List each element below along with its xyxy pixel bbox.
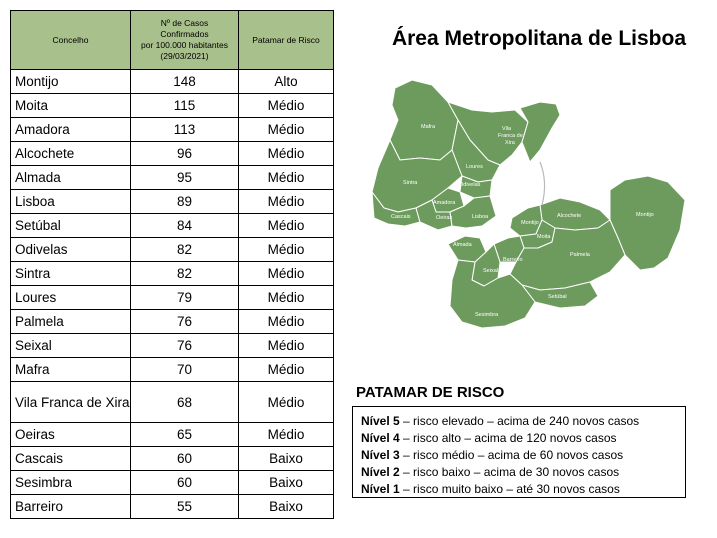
table-row [11, 334, 334, 358]
label-loures: Loures [466, 164, 483, 170]
cases-cell: 115 [131, 94, 239, 118]
legend-level: Nível 1 [361, 482, 400, 496]
label-palmela: Palmela [570, 252, 590, 258]
risk-cell: Médio [239, 358, 334, 382]
label-vfx: Vila [502, 126, 512, 132]
risk-cell: Médio [239, 166, 334, 190]
table-row [11, 310, 334, 334]
legend-item [361, 447, 685, 464]
municipality-cell: Oeiras [11, 423, 131, 447]
header-cases-line: Confirmados [160, 29, 209, 39]
header-cases-line: (29/03/2021) [160, 51, 209, 61]
cases-cell: 60 [131, 471, 239, 495]
risk-cell: Médio [239, 142, 334, 166]
legend-text: – risco muito baixo – até 30 novos casos [399, 482, 620, 496]
municipality-cell: Alcochete [11, 142, 131, 166]
table-row [11, 358, 334, 382]
cases-cell: 60 [131, 447, 239, 471]
municipality-cell: Montijo [11, 70, 131, 94]
header-risk: Patamar de Risco [239, 11, 334, 70]
river-crossing [540, 162, 545, 205]
table-row [11, 262, 334, 286]
cases-cell: 82 [131, 262, 239, 286]
table-row [11, 495, 334, 519]
cases-cell: 95 [131, 166, 239, 190]
table-row [11, 238, 334, 262]
cases-cell: 70 [131, 358, 239, 382]
table-row [11, 423, 334, 447]
label-moita: Moita [537, 234, 551, 240]
label-amadora: Amadora [433, 200, 456, 206]
header-municipality: Concelho [11, 11, 131, 70]
legend-text: – risco elevado – acima de 240 novos casos [399, 414, 640, 428]
label-montijo-west: Montijo [521, 220, 539, 226]
risk-cell: Baixo [239, 471, 334, 495]
table-row [11, 70, 334, 94]
legend-item [361, 481, 685, 498]
label-lisboa: Lisboa [472, 214, 489, 220]
risk-cell: Médio [239, 214, 334, 238]
risk-cell: Médio [239, 382, 334, 423]
cases-cell: 79 [131, 286, 239, 310]
cases-cell: 96 [131, 142, 239, 166]
label-mafra: Mafra [421, 124, 436, 130]
cases-cell: 68 [131, 382, 239, 423]
risk-cell: Médio [239, 334, 334, 358]
label-vfx: Xira [505, 140, 515, 146]
municipality-cell: Mafra [11, 358, 131, 382]
label-cascais: Cascais [391, 214, 411, 220]
legend-level: Nível 2 [361, 465, 400, 479]
header-cases-line: Nº de Casos [160, 18, 209, 28]
label-seixal: Seixal [483, 268, 498, 274]
risk-cell: Médio [239, 190, 334, 214]
legend-text: – risco alto – acima de 120 novos casos [399, 431, 617, 445]
risk-cell: Médio [239, 310, 334, 334]
legend-item [361, 430, 685, 447]
risk-cell: Médio [239, 94, 334, 118]
cases-cell: 55 [131, 495, 239, 519]
label-barreiro: Barreiro [503, 257, 523, 263]
risk-cell: Baixo [239, 495, 334, 519]
municipality-cell: Odivelas [11, 238, 131, 262]
table-header-row [11, 11, 334, 70]
label-oeiras: Oeiras [436, 215, 453, 221]
risk-cell: Médio [239, 262, 334, 286]
legend-level: Nível 3 [361, 448, 400, 462]
municipality-cell: Seixal [11, 334, 131, 358]
municipality-cell: Vila Franca de Xira [11, 382, 131, 423]
legend-text: – risco médio – acima de 60 novos casos [399, 448, 624, 462]
cases-cell: 65 [131, 423, 239, 447]
municipality-cell: Setúbal [11, 214, 131, 238]
table-row [11, 142, 334, 166]
legend-level: Nível 5 [361, 414, 400, 428]
municipality-cell: Loures [11, 286, 131, 310]
region-vfx-north [520, 102, 560, 162]
cases-cell: 148 [131, 70, 239, 94]
legend-item [361, 413, 685, 430]
risk-cell: Médio [239, 118, 334, 142]
risk-cell: Baixo [239, 447, 334, 471]
label-odivelas: Odivelas [459, 182, 481, 188]
table-row [11, 214, 334, 238]
municipality-cell: Barreiro [11, 495, 131, 519]
risk-cell: Médio [239, 238, 334, 262]
risk-cell: Médio [239, 286, 334, 310]
table-row [11, 382, 334, 423]
label-sintra: Sintra [403, 180, 418, 186]
cases-table [10, 10, 334, 519]
label-montijo-east: Montijo [636, 212, 654, 218]
label-setubal: Setúbal [548, 294, 567, 300]
header-cases-line: por 100.000 habitantes [141, 40, 228, 50]
cases-cell: 84 [131, 214, 239, 238]
legend-text: – risco baixo – acima de 30 novos casos [399, 465, 620, 479]
table-row [11, 166, 334, 190]
municipality-cell: Cascais [11, 447, 131, 471]
municipality-cell: Amadora [11, 118, 131, 142]
label-vfx: Franca de [498, 133, 523, 139]
table-row [11, 94, 334, 118]
table-row [11, 190, 334, 214]
municipality-cell: Palmela [11, 310, 131, 334]
label-alcochete: Alcochete [557, 213, 582, 219]
municipality-cell: Almada [11, 166, 131, 190]
table-row [11, 471, 334, 495]
cases-cell: 113 [131, 118, 239, 142]
municipality-cell: Lisboa [11, 190, 131, 214]
risk-legend [352, 406, 686, 498]
municipality-shapes [372, 80, 685, 328]
table-row [11, 118, 334, 142]
cases-cell: 76 [131, 310, 239, 334]
legend-item [361, 464, 685, 481]
table-row [11, 447, 334, 471]
label-sesimbra: Sesimbra [475, 312, 499, 318]
header-cases [131, 11, 239, 70]
label-almada: Almada [453, 242, 472, 248]
table-row [11, 286, 334, 310]
municipality-cell: Sintra [11, 262, 131, 286]
risk-cell: Médio [239, 423, 334, 447]
municipality-cell: Sesimbra [11, 471, 131, 495]
lisbon-metro-map [363, 68, 703, 336]
legend-title: PATAMAR DE RISCO [356, 384, 505, 401]
municipality-cell: Moita [11, 94, 131, 118]
cases-cell: 89 [131, 190, 239, 214]
legend-level: Nível 4 [361, 431, 400, 445]
map-title: Área Metropolitana de Lisboa [391, 27, 687, 50]
risk-cell: Alto [239, 70, 334, 94]
region-mafra [390, 80, 458, 160]
cases-cell: 76 [131, 334, 239, 358]
cases-cell: 82 [131, 238, 239, 262]
